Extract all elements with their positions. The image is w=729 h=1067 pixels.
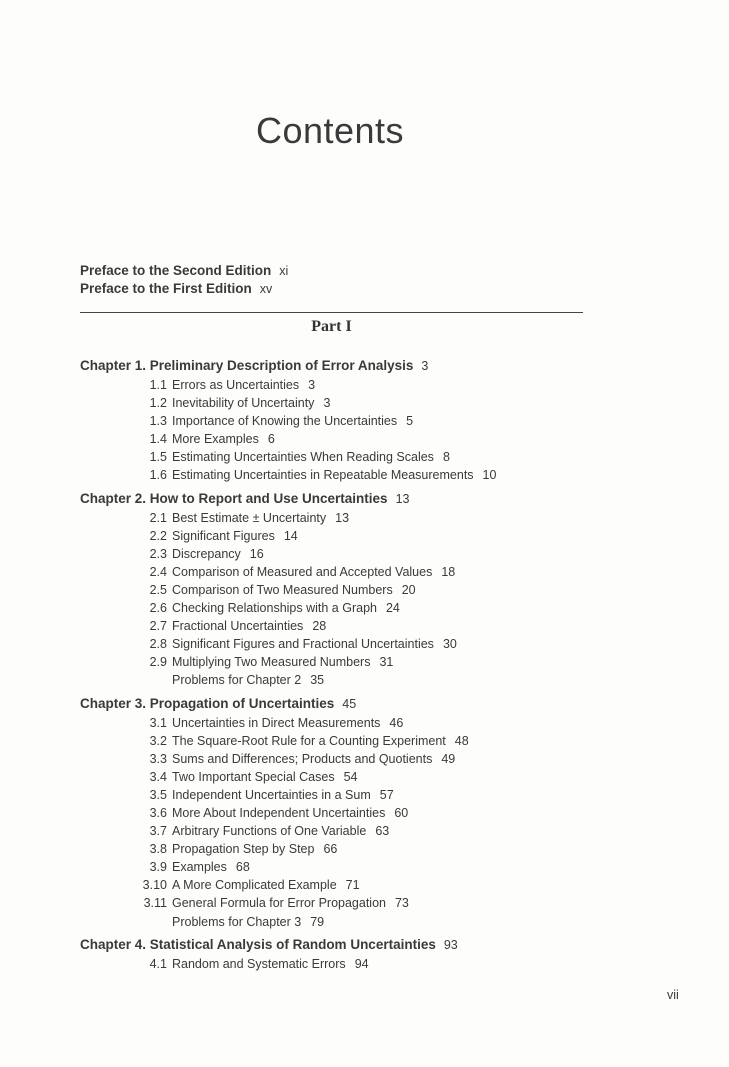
- section-entry[interactable]: [80, 563, 680, 581]
- section-entry[interactable]: [80, 671, 680, 689]
- section-title-text: Uncertainties in Direct Measurements: [172, 715, 381, 730]
- section-page: 94: [354, 956, 369, 971]
- section-number: 1.2: [149, 396, 167, 411]
- section-title-text: The Square-Root Rule for a Counting Experiment: [172, 733, 446, 748]
- section-title: [172, 768, 357, 786]
- section-number: 2.3: [149, 546, 167, 561]
- section-entry[interactable]: [80, 617, 680, 635]
- section-number: 3.8: [149, 842, 167, 857]
- section-page: 71: [345, 878, 360, 893]
- section-title-text: A More Complicated Example: [172, 878, 337, 893]
- chapter-title: Chapter 4. Statistical Analysis of Random Uncertainties: [80, 936, 436, 952]
- divider-rule: [80, 312, 583, 313]
- page-title: Contents: [255, 110, 405, 151]
- section-title: [172, 412, 413, 430]
- chapter-page: 93: [443, 937, 458, 952]
- section-page: 48: [454, 733, 469, 748]
- section-title: [172, 913, 324, 931]
- section-page: 28: [312, 619, 327, 634]
- chapter-entry[interactable]: [80, 935, 680, 955]
- section-number: 2.5: [149, 582, 167, 597]
- section-entry[interactable]: [80, 376, 680, 394]
- section-entry[interactable]: [80, 732, 680, 750]
- entry-page: xv: [259, 282, 273, 296]
- section-title: [172, 527, 298, 545]
- section-entry[interactable]: [80, 768, 680, 786]
- chapter-entry[interactable]: [80, 694, 680, 714]
- chapter-title: Chapter 1. Preliminary Description of Error Analysis: [80, 358, 414, 373]
- section-title: [172, 840, 337, 858]
- section-number: 3.10: [142, 878, 167, 893]
- section-number: 3.5: [149, 787, 167, 802]
- section-number: 3.3: [149, 751, 167, 766]
- section-entry[interactable]: [80, 786, 680, 804]
- section-title-text: Significant Figures: [172, 528, 275, 543]
- chapter-title: Chapter 3. Propagation of Uncertainties: [80, 695, 335, 711]
- front-matter: [80, 262, 288, 298]
- section-page: 20: [401, 582, 416, 597]
- section-entry[interactable]: [80, 448, 680, 466]
- chapter-block: [80, 935, 680, 973]
- section-title: [172, 376, 315, 394]
- section-title: [172, 671, 324, 689]
- section-page: 68: [235, 860, 250, 875]
- section-page: 16: [249, 546, 264, 561]
- section-page: 18: [441, 564, 456, 579]
- section-title-text: Significant Figures and Fractional Uncertainties: [172, 637, 434, 652]
- section-title: [172, 714, 403, 732]
- chapter-entry[interactable]: [80, 489, 680, 509]
- section-title-text: Multiplying Two Measured Numbers: [172, 655, 371, 670]
- section-entry[interactable]: [80, 394, 680, 412]
- section-number: 3.4: [149, 769, 167, 784]
- section-number: 3.1: [149, 715, 167, 730]
- chapter-page: 13: [395, 491, 410, 506]
- section-title-text: Examples: [172, 860, 227, 875]
- section-title-text: Propagation Step by Step: [172, 842, 315, 857]
- section-number: 1.4: [149, 432, 167, 447]
- section-title: [172, 786, 394, 804]
- section-entry[interactable]: [80, 714, 680, 732]
- section-number: 1.6: [149, 468, 167, 483]
- section-page: 73: [394, 896, 409, 911]
- section-entry[interactable]: [80, 822, 680, 840]
- section-title-text: More Examples: [172, 432, 259, 447]
- section-title: [172, 617, 326, 635]
- section-number: 3.6: [149, 805, 167, 820]
- section-title: [172, 466, 496, 484]
- section-title: [172, 545, 264, 563]
- section-title: [172, 599, 400, 617]
- section-title-text: Discrepancy: [172, 546, 241, 561]
- section-number: 3.9: [149, 860, 167, 875]
- section-number: 3.7: [149, 824, 167, 839]
- entry-label: Preface to the Second Edition: [80, 263, 272, 278]
- section-number: 2.4: [149, 564, 167, 579]
- section-number: 2.2: [149, 528, 167, 543]
- section-page: 63: [375, 824, 390, 839]
- section-entry[interactable]: [80, 804, 680, 822]
- section-title-text: General Formula for Error Propagation: [172, 896, 386, 911]
- section-entry[interactable]: [80, 653, 680, 671]
- section-title: [172, 394, 330, 412]
- section-title: [172, 750, 455, 768]
- section-page: 3: [323, 396, 331, 411]
- section-title: [172, 955, 369, 973]
- section-title: [172, 894, 409, 912]
- section-title-text: Estimating Uncertainties When Reading Scales: [172, 450, 434, 465]
- chapter-page: 45: [342, 696, 357, 711]
- section-title: [172, 581, 416, 599]
- section-entry[interactable]: [80, 466, 680, 484]
- section-page: 49: [441, 751, 456, 766]
- chapter-block: [80, 489, 680, 690]
- section-page: 14: [283, 528, 298, 543]
- section-entry[interactable]: [80, 509, 680, 527]
- chapter-block: [80, 356, 680, 485]
- section-title: [172, 430, 275, 448]
- section-entry[interactable]: [80, 894, 680, 912]
- section-title-text: Comparison of Measured and Accepted Values: [172, 564, 433, 579]
- section-page: 8: [442, 450, 450, 465]
- section-entry[interactable]: [80, 913, 680, 931]
- section-title: [172, 563, 455, 581]
- chapter-entry[interactable]: [80, 356, 680, 376]
- section-number: 2.6: [149, 601, 167, 616]
- section-number: 2.1: [149, 510, 167, 525]
- section-title: [172, 858, 250, 876]
- chapter-title: Chapter 2. How to Report and Use Uncertainties: [80, 490, 388, 506]
- section-page: 46: [389, 715, 404, 730]
- front-matter-entry[interactable]: [80, 262, 288, 280]
- section-number: 1.5: [149, 450, 167, 465]
- section-page: 10: [482, 468, 497, 483]
- section-entry[interactable]: [80, 412, 680, 430]
- section-page: 13: [335, 510, 350, 525]
- section-title: [172, 804, 408, 822]
- section-title-text: Errors as Uncertainties: [172, 378, 300, 392]
- section-title: [172, 822, 389, 840]
- section-title-text: Problems for Chapter 2: [172, 673, 302, 688]
- section-title-text: Sums and Differences; Products and Quotients: [172, 751, 433, 766]
- section-title-text: Best Estimate ± Uncertainty: [172, 510, 327, 525]
- section-page: 30: [442, 637, 457, 652]
- entry-label: Preface to the First Edition: [80, 281, 252, 296]
- section-number: 3.11: [143, 896, 167, 911]
- section-title-text: More About Independent Uncertainties: [172, 805, 386, 820]
- section-title-text: Estimating Uncertainties in Repeatable Measurements: [172, 468, 474, 483]
- section-title-text: Problems for Chapter 3: [172, 914, 302, 929]
- section-entry[interactable]: [80, 955, 680, 973]
- section-page: 3: [308, 378, 316, 392]
- section-number: 2.8: [149, 637, 167, 652]
- entry-page: xi: [279, 264, 289, 278]
- section-entry[interactable]: [80, 635, 680, 653]
- section-number: 2.7: [149, 619, 167, 634]
- section-page: 31: [379, 655, 394, 670]
- section-title-text: Arbitrary Functions of One Variable: [172, 824, 367, 839]
- section-title: [172, 635, 457, 653]
- section-number: 3.2: [149, 733, 167, 748]
- section-page: 79: [310, 914, 325, 929]
- section-entry[interactable]: [80, 750, 680, 768]
- section-page: 60: [394, 805, 409, 820]
- section-entry[interactable]: [80, 840, 680, 858]
- section-title-text: Comparison of Two Measured Numbers: [172, 582, 393, 597]
- section-entry[interactable]: [80, 858, 680, 876]
- section-title-text: Random and Systematic Errors: [172, 956, 346, 971]
- section-title: [172, 876, 360, 894]
- section-page: 35: [310, 673, 325, 688]
- section-page: 5: [406, 414, 414, 429]
- table-of-contents: [80, 352, 680, 973]
- section-entry[interactable]: [80, 527, 680, 545]
- section-title-text: Checking Relationships with a Graph: [172, 601, 377, 616]
- section-entry[interactable]: [80, 599, 680, 617]
- section-number: 4.1: [149, 956, 167, 971]
- section-title: [172, 448, 450, 466]
- chapter-page: 3: [421, 359, 429, 373]
- section-number: 2.9: [149, 655, 167, 670]
- section-title-text: Importance of Knowing the Uncertainties: [172, 414, 398, 429]
- section-title-text: Fractional Uncertainties: [172, 619, 304, 634]
- section-number: 1.3: [149, 414, 167, 429]
- section-title: [172, 653, 393, 671]
- section-title: [172, 732, 469, 750]
- section-entry[interactable]: [80, 876, 680, 894]
- section-title-text: Independent Uncertainties in a Sum: [172, 787, 371, 802]
- page-number: vii: [667, 988, 679, 1002]
- section-page: 6: [267, 432, 275, 447]
- section-page: 66: [323, 842, 338, 857]
- section-number: 1.1: [149, 378, 167, 392]
- section-title-text: Two Important Special Cases: [172, 769, 335, 784]
- section-entry[interactable]: [80, 545, 680, 563]
- section-page: 24: [385, 601, 400, 616]
- section-page: 57: [379, 787, 394, 802]
- front-matter-entry[interactable]: [80, 280, 288, 298]
- chapter-block: [80, 694, 680, 931]
- part-heading: Part I: [311, 318, 352, 335]
- section-entry[interactable]: [80, 430, 680, 448]
- section-title: [172, 509, 349, 527]
- section-title-text: Inevitability of Uncertainty: [172, 396, 315, 411]
- section-entry[interactable]: [80, 581, 680, 599]
- section-page: 54: [343, 769, 358, 784]
